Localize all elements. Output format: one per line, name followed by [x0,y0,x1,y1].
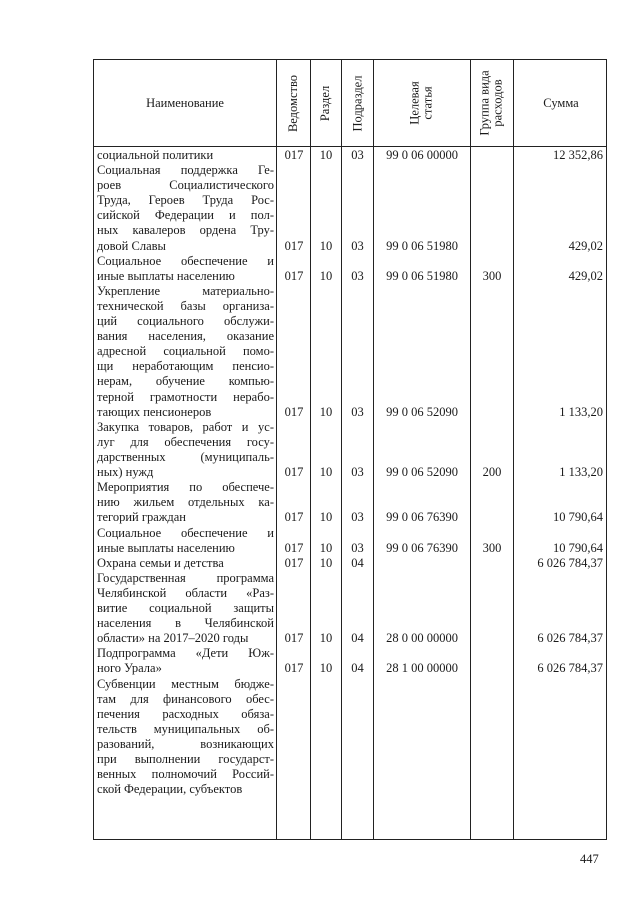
row-name-line: Государственная программа [97,570,274,585]
cell-razdel: 10 [319,661,333,676]
cell-ved: 017 [284,268,304,283]
header-celevaya [374,60,470,146]
cell-summa: 1 133,20 [559,404,603,419]
header-ved [277,60,310,146]
row-name-line: Закупка товаров, работ и ус- [97,419,274,434]
row-name [97,571,274,646]
row-name-line: населения в Челябинской [97,616,274,631]
row-name-line: тельств муниципальных об- [97,721,274,736]
cell-summa: 429,02 [568,268,603,283]
row-name [97,420,274,480]
cell-celevaya: 99 0 06 76390 [386,510,458,525]
cell-gruppa: 200 [482,465,502,480]
cell-summa: 6 026 784,37 [537,661,603,676]
header-divider [94,146,606,147]
table-row [94,526,608,556]
cell-razdel: 10 [319,631,333,646]
row-name-line: луг для обеспечения госу- [97,434,274,449]
row-name-line: иные выплаты населению [97,540,235,555]
cell-celevaya: 99 0 06 51980 [386,238,458,253]
cell-razdel: 10 [319,510,333,525]
row-name-line: щи неработающим пенсио- [97,359,274,374]
row-name-line: дарственных (муниципаль- [97,449,274,464]
row-name-line: области» на 2017–2020 годы [97,631,249,646]
cell-ved: 017 [284,510,304,525]
cell-celevaya: 28 1 00 00000 [386,661,458,676]
row-name-line: ного Урала» [97,661,162,676]
row-name-line: печения расходных обяза- [97,706,274,721]
row-name-line: Социальное обеспечение и [97,525,274,540]
header-razdel-label: Раздел [318,85,333,121]
cell-summa: 429,02 [568,238,603,253]
row-name [97,646,274,676]
cell-celevaya: 28 0 00 00000 [386,631,458,646]
cell-celevaya: 99 0 06 52090 [386,465,458,480]
cell-podrazdel: 03 [351,465,364,480]
row-name-line: адресной социальной помо- [97,344,274,359]
row-name [97,556,274,571]
row-name-line: ных) нужд [97,465,154,480]
row-name-line: Мероприятия по обеспече- [97,480,274,495]
row-name-line: Челябинской области «Раз- [97,585,274,600]
row-name [97,284,274,420]
row-name-line: разований, возникающих [97,736,274,751]
table-row [94,420,608,480]
row-name-line: Субвенции местным бюдже- [97,676,274,691]
header-celevaya-label [409,81,435,124]
cell-gruppa: 300 [482,268,502,283]
row-name-line: Труда, Героев Труда Рос- [97,193,274,208]
row-name [97,526,274,556]
row-name-line: ской Федерации, субъектов [97,782,243,797]
budget-table [93,59,607,840]
header-ved-label: Ведомство [286,74,300,132]
row-name-line: вания населения, оказание [97,329,274,344]
cell-celevaya: 99 0 06 76390 [386,540,458,555]
cell-ved: 017 [284,238,304,253]
cell-podrazdel: 04 [351,661,364,676]
cell-razdel: 10 [319,465,333,480]
cell-razdel: 10 [319,540,333,555]
header-gruppa-line: расходов [491,79,506,127]
row-name [97,148,274,163]
row-name-line: там для финансового обес- [97,691,274,706]
row-name-line: нерам, обучение компью- [97,374,274,389]
header-summa-label: Сумма [543,96,579,110]
cell-ved: 017 [284,555,304,570]
header-podrazdel-label: Подраздел [350,75,364,131]
header-gruppa-line: Группа вида [478,70,493,136]
header-gruppa [471,60,513,146]
cell-podrazdel: 03 [351,540,364,555]
row-name-line: Охрана семьи и детства [97,555,224,570]
header-name [94,60,276,146]
row-name-line: витие социальной защиты [97,600,274,615]
cell-podrazdel: 04 [351,631,364,646]
cell-ved: 017 [284,661,304,676]
row-name-line: терной грамотности нерабо- [97,389,274,404]
header-celevaya-line: статья [421,86,435,120]
cell-celevaya: 99 0 06 51980 [386,268,458,283]
header-summa [514,60,608,146]
row-name-line: технической базы организа- [97,298,274,313]
row-name-line: тающих пенсионеров [97,404,212,419]
cell-summa: 6 026 784,37 [537,555,603,570]
table-row [94,480,608,525]
row-name-line: Подпрограмма «Дети Юж- [97,646,274,661]
cell-podrazdel: 03 [351,404,364,419]
cell-ved: 017 [284,540,304,555]
cell-ved: 017 [284,148,304,162]
cell-razdel: 10 [319,268,333,283]
header-podrazdel [342,60,373,146]
table-row [94,148,608,163]
cell-podrazdel: 03 [351,510,364,525]
row-name-line: при выполнении государст- [97,751,274,766]
cell-summa: 10 790,64 [553,510,603,525]
cell-summa: 10 790,64 [553,540,603,555]
row-name [97,677,274,798]
cell-summa: 1 133,20 [559,465,603,480]
cell-ved: 017 [284,465,304,480]
cell-podrazdel: 03 [351,148,364,162]
row-name-line: сийской Федерации и пол- [97,208,274,223]
cell-razdel: 10 [319,555,333,570]
table-row [94,677,608,798]
cell-summa: 6 026 784,37 [537,631,603,646]
table-row [94,163,608,254]
row-name-line: Социальная поддержка Ге- [97,163,274,178]
cell-razdel: 10 [319,148,333,162]
row-name-line: роев Социалистического [97,178,274,193]
table-row [94,284,608,420]
header-gruppa-label [479,70,505,135]
cell-razdel: 10 [319,238,333,253]
cell-ved: 017 [284,404,304,419]
header-name-label: Наименование [146,96,224,110]
cell-podrazdel: 03 [351,268,364,283]
row-name-line: тегорий граждан [97,510,186,525]
cell-ved: 017 [284,631,304,646]
cell-celevaya: 99 0 06 52090 [386,404,458,419]
row-name-line: нию жильем отдельных ка- [97,495,274,510]
cell-celevaya: 99 0 06 00000 [386,148,458,162]
row-name [97,163,274,254]
cell-gruppa: 300 [482,540,502,555]
table-row [94,556,608,571]
row-name [97,480,274,525]
header-celevaya-line: Целевая [408,81,422,125]
row-name-line: иные выплаты населению [97,268,235,283]
row-name-line: довой Славы [97,238,166,253]
header-razdel [311,60,341,146]
table-row [94,254,608,284]
cell-summa: 12 352,86 [553,148,603,162]
row-name-line: Укрепление материально- [97,283,274,298]
cell-razdel: 10 [319,404,333,419]
cell-podrazdel: 03 [351,238,364,253]
row-name-line: ций социального обслужи- [97,314,274,329]
table-row [94,646,608,676]
row-name-line: венных полномочий Россий- [97,767,274,782]
row-name-line: социальной политики [97,148,214,162]
table-row [94,571,608,647]
row-name [97,254,274,284]
cell-podrazdel: 04 [351,555,364,570]
row-name-line: Социальное обеспечение и [97,253,274,268]
page-number: 447 [580,852,599,866]
row-name-line: ных кавалеров ордена Тру- [97,223,274,238]
